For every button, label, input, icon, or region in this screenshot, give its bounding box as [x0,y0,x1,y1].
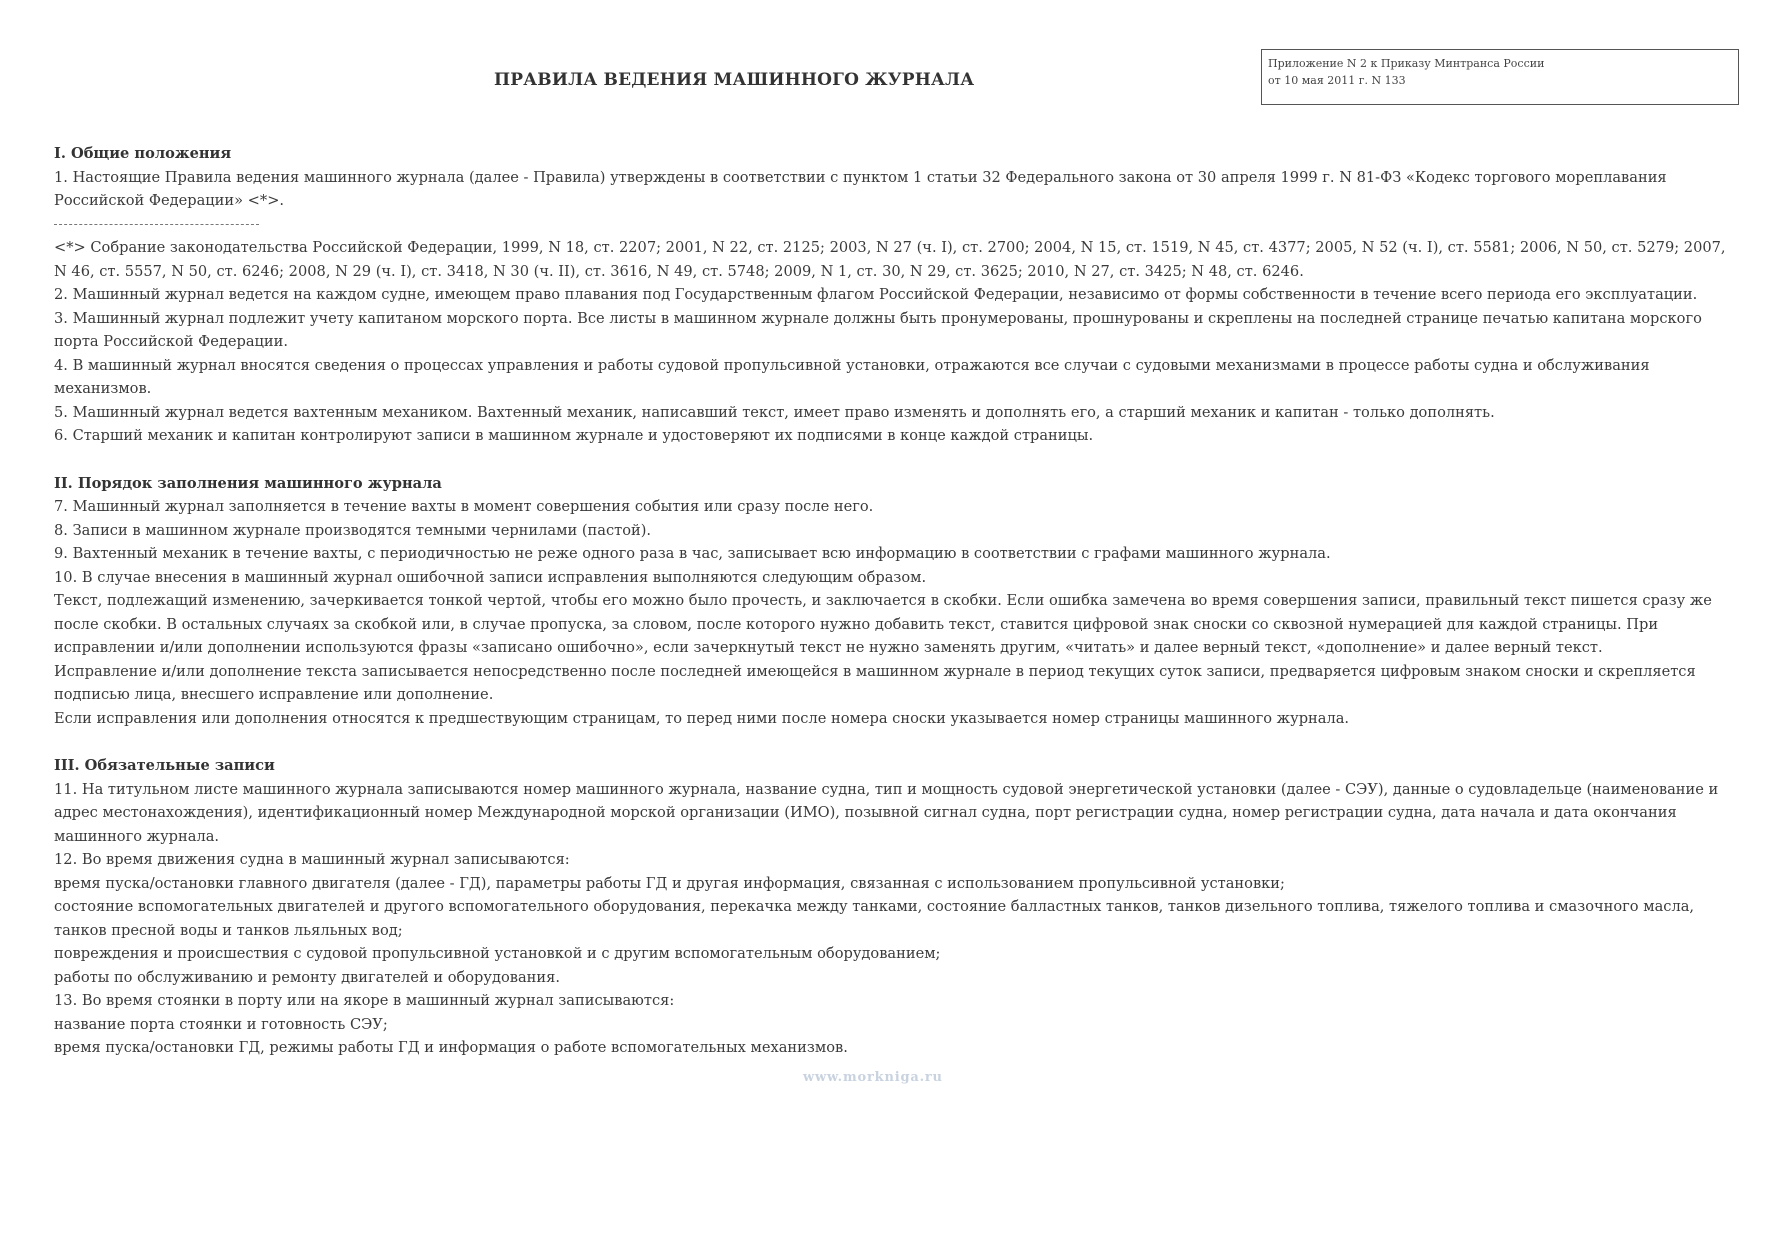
appendix-line-2: от 10 мая 2011 г. N 133 [1268,74,1406,87]
paragraph-10b: Исправление и/или дополнение текста записывается непосредственно после последней имеющейся в машинном журнале в период текущих суток записи, предваряется цифровым знаком сноски и скрепляется подписью лица, внесшего исправление или дополнение. [54,662,1696,703]
section-gap [54,448,1734,472]
paragraph-13a: название порта стоянки и готовность СЭУ; [54,1015,388,1033]
paragraph-6: 6. Старший механик и капитан контролируют записи в машинном журнале и удостоверяют их подписями в конце каждой страницы. [54,427,1094,444]
paragraph-10: 10. В случае внесения в машинный журнал ошибочной записи исправления выполняются следующим образом. [54,568,927,586]
footnote-separator [54,213,1734,237]
document-body [54,142,1734,1060]
paragraph-9: 9. Вахтенный механик в течение вахты, с периодичностью не реже одного раза в час, записывает всю информацию в соответствии с графами машинного журнала. [54,545,1331,562]
paragraph-12d: работы по обслуживанию и ремонту двигателей и оборудования. [54,968,560,986]
paragraph-11: 11. На титульном листе машинного журнала записываются номер машинного журнала, название судна, тип и мощность судовой энергетической установки (далее - СЭУ), данные о судовладельце (наименование и адрес местонахождения), идентификационный номер Международной морской организации (ИМО), позывной сигнал судна, порт регистрации судна, номер регистрации судна, дата начала и дата окончания машинного журнала. [54,780,1719,845]
section-2-heading: II. Порядок заполнения машинного журнала [54,474,442,492]
paragraph-12b: состояние вспомогательных двигателей и другого вспомогательного оборудования, перекачка между танками, состояние балластных танков, танков дизельного топлива, тяжелого топлива и смазочного масла, танков пресной воды и танков льяльных вод; [54,898,1695,939]
paragraph-3: 3. Машинный журнал подлежит учету капитаном морского порта. Все листы в машинном журнале должны быть пронумерованы, прошнурованы и скреплены на последней странице печатью капитана морского порта Российской Федерации. [54,309,1702,350]
paragraph-4: 4. В машинный журнал вносятся сведения о процессах управления и работы судовой пропульсивной установки, отражаются все случаи с судовыми механизмами в процессе работы судна и обслуживания механизмов. [54,356,1650,397]
paragraph-12a: время пуска/остановки главного двигателя (далее - ГД), параметры работы ГД и другая информация, связанная с использованием пропульсивной установки; [54,874,1285,892]
paragraph-12c: повреждения и происшествия с судовой пропульсивной установкой и с другим вспомогательным оборудованием; [54,945,941,962]
appendix-reference-box [1261,49,1739,105]
watermark: www.morkniga.ru [803,1070,943,1085]
appendix-line-1: Приложение N 2 к Приказу Минтранса России [1268,57,1545,70]
section-1-heading: I. Общие положения [54,145,232,162]
section-gap [54,730,1734,754]
footnote-text: <*> Собрание законодательства Российской Федерации, 1999, N 18, ст. 2207; 2001, N 22, ст. 2125; 2003, N 27 (ч. I), ст. 2700; 2004, N 15, ст. 1519, N 45, ст. 4377; 2005, N 52 (ч. I), ст. 5581; 2006, N 50, ст. 5279; 2007, N 46, ст. 5557, N 50, ст. 6246; 2008, N 29 (ч. I), ст. 3418, N 30 (ч. II), ст. 3616, N 49, ст. 5748; 2009, N 1, ст. 30, N 29, ст. 3625; 2010, N 27, ст. 3425; N 48, ст. 6246. [54,239,1726,280]
paragraph-12: 12. Во время движения судна в машинный журнал записываются: [54,851,570,868]
document-title: ПРАВИЛА ВЕДЕНИЯ МАШИННОГО ЖУРНАЛА [494,70,975,90]
paragraph-2: 2. Машинный журнал ведется на каждом судне, имеющем право плавания под Государственным флагом Российской Федерации, независимо от формы собственности в течение всего периода его эксплуатации. [54,286,1698,303]
paragraph-1: 1. Настоящие Правила ведения машинного журнала (далее - Правила) утверждены в соответствии с пунктом 1 статьи 32 Федерального закона от 30 апреля 1999 г. N 81-ФЗ «Кодекс торгового мореплавания Российской Федерации» <*>. [54,168,1667,209]
paragraph-13b: время пуска/остановки ГД, режимы работы ГД и информация о работе вспомогательных механизмов. [54,1039,848,1056]
paragraph-13: 13. Во время стоянки в порту или на якоре в машинный журнал записываются: [54,992,675,1009]
paragraph-10a: Текст, подлежащий изменению, зачеркивается тонкой чертой, чтобы его можно было прочесть, и заключается в скобки. Если ошибка замечена во время совершения записи, правильный текст пишется сразу же после скобки. В остальных случаях за скобкой или, в случае пропуска, за словом, после которого нужно добавить текст, ставится цифровой знак сноски со сквозной нумерацией для каждой страницы. При исправлении и/или дополнении используются фразы «записано ошибочно», если зачеркнутый текст не нужно заменять другим, «читать» и далее верный текст, «дополнение» и далее верный текст. [54,592,1712,656]
section-3-heading: III. Обязательные записи [54,757,275,774]
paragraph-7: 7. Машинный журнал заполняется в течение вахты в момент совершения события или сразу после него. [54,498,874,515]
paragraph-5: 5. Машинный журнал ведется вахтенным механиком. Вахтенный механик, написавший текст, имеет право изменять и дополнять его, а старший механик и капитан - только дополнять. [54,403,1495,421]
paragraph-10c: Если исправления или дополнения относятся к предшествующим страницам, то перед ними после номера сноски указывается номер страницы машинного журнала. [54,709,1350,727]
paragraph-8: 8. Записи в машинном журнале производятся темными чернилами (пастой). [54,521,652,539]
